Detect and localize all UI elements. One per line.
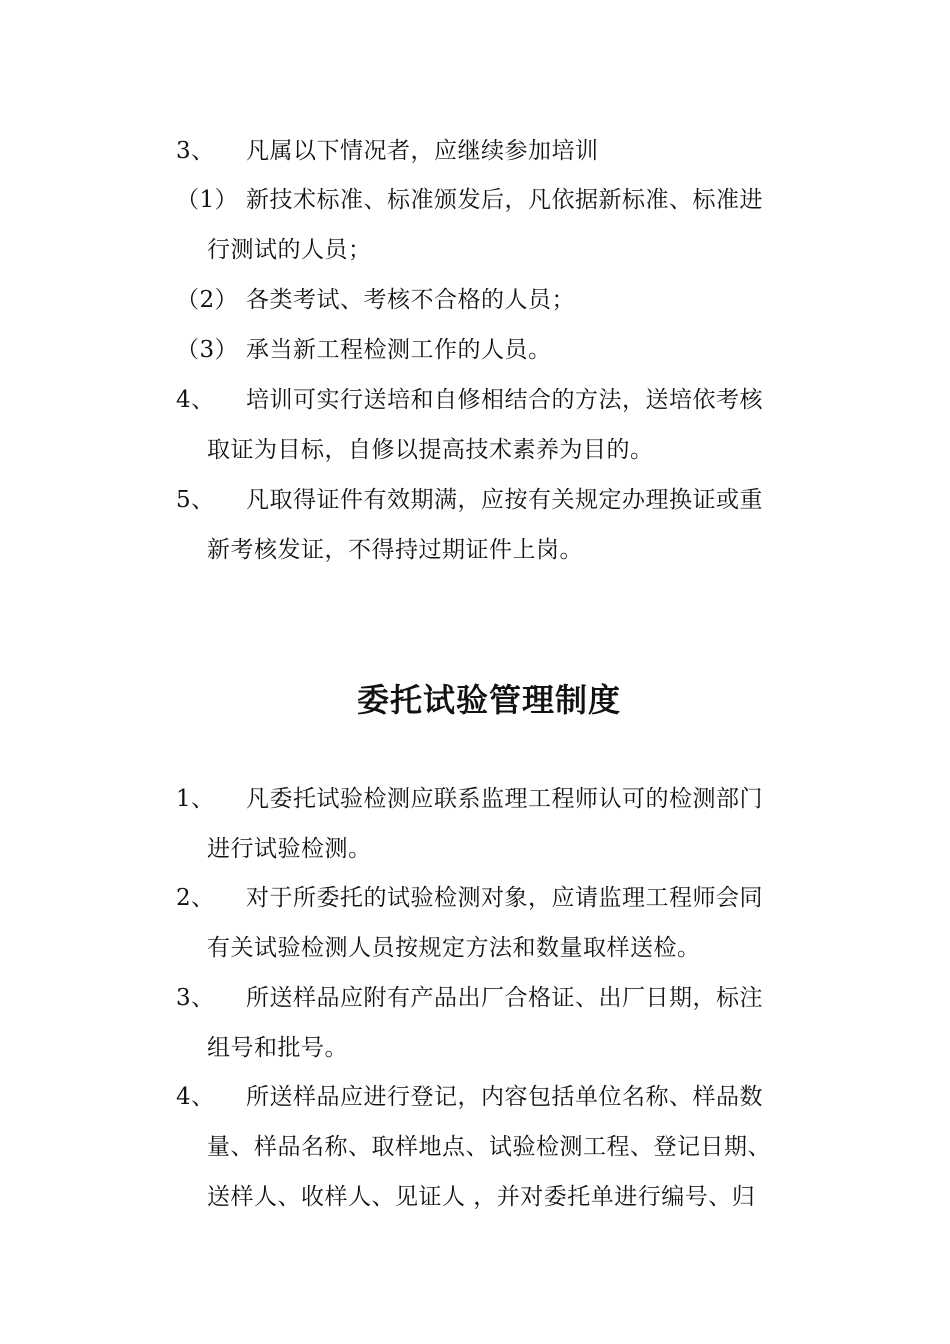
- item-text: 送样人、收样人、见证人 ，并对委托单进行编号、归: [207, 1184, 756, 1210]
- item-text: 对于所委托的试验检测对象，应请监理工程师会同: [246, 885, 763, 911]
- item-text: 量、样品名称、取样地点、试验检测工程、登记日期、: [207, 1134, 771, 1160]
- item-text: 培训可实行送培和自修相结合的方法，送培依考核: [246, 387, 763, 413]
- item-number: 2、: [176, 885, 215, 911]
- item-number: 1、: [176, 786, 215, 812]
- section-title: 委托试验管理制度: [356, 681, 621, 719]
- item-number: 3、: [176, 138, 215, 164]
- item-text: 各类考试、考核不合格的人员；: [246, 287, 575, 313]
- item-text: 有关试验检测人员按规定方法和数量取样送检。: [207, 935, 701, 961]
- item-number: 3、: [176, 985, 215, 1011]
- item-text: 组号和批号。: [207, 1035, 348, 1061]
- item-text: 凡取得证件有效期满，应按有关规定办理换证或重: [246, 487, 763, 513]
- item-number: 4、: [176, 387, 215, 413]
- item-text: 新考核发证，不得持过期证件上岗。: [207, 537, 583, 563]
- item-text: 取证为目标，自修以提高技术素养为目的。: [207, 437, 654, 463]
- item-text: 所送样品应进行登记，内容包括单位名称、样品数: [246, 1084, 763, 1110]
- item-text: 进行试验检测。: [207, 836, 372, 862]
- item-text: 承当新工程检测工作的人员。: [246, 337, 552, 363]
- item-text: 凡属以下情况者，应继续参加培训: [246, 138, 599, 164]
- item-number: （3）: [176, 337, 239, 363]
- item-text: 所送样品应附有产品出厂合格证、出厂日期，标注: [246, 985, 763, 1011]
- item-text: 行测试的人员；: [207, 237, 372, 263]
- item-number: （1）: [176, 187, 239, 213]
- item-number: 5、: [176, 487, 215, 513]
- item-number: 4、: [176, 1084, 215, 1110]
- item-number: （2）: [176, 287, 239, 313]
- item-text: 凡委托试验检测应联系监理工程师认可的检测部门: [246, 786, 763, 812]
- item-text: 新技术标准、标准颁发后，凡依据新标准、标准进: [246, 187, 763, 213]
